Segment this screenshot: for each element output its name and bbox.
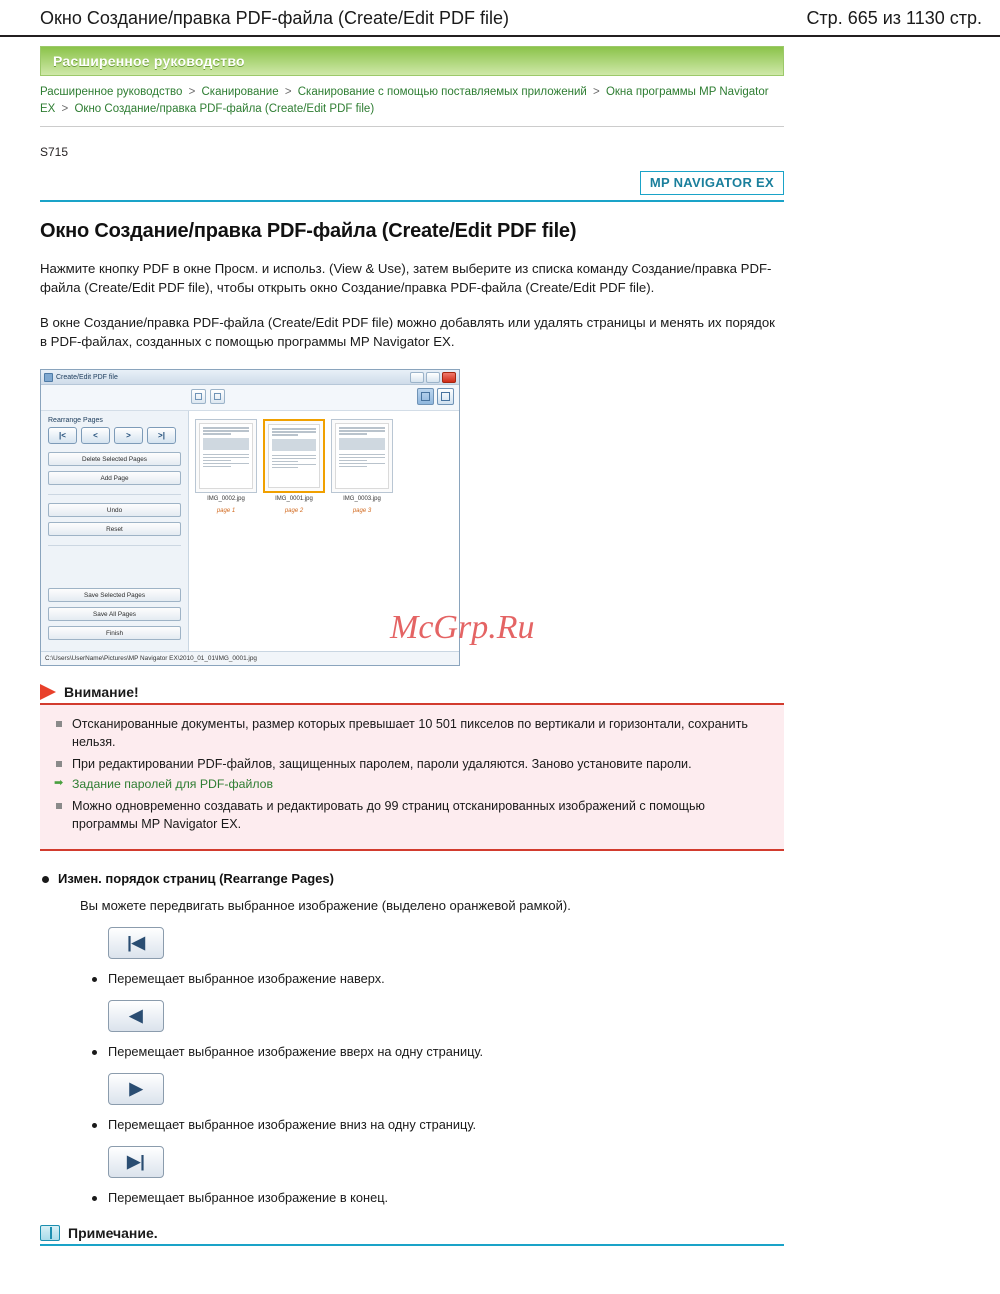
breadcrumb-item-0[interactable]: Расширенное руководство — [40, 86, 183, 98]
breadcrumb-separator: > — [284, 86, 292, 98]
thumbnail-item-selected[interactable] — [263, 419, 325, 514]
move-down-description: Перемещает выбранное изображение вниз на одну страницу. — [40, 1117, 784, 1132]
intro-paragraph-2: В окне Создание/правка PDF-файла (Create/Edit PDF file) можно добавлять или удалять страницы и менять их порядок в PDF-файлах, созданных с помощью программы MP Navigator EX. — [40, 315, 775, 349]
thumbnail-item[interactable] — [331, 419, 393, 514]
thumbnail-page-label: page 3 — [352, 508, 372, 514]
thumbnail-frame — [331, 419, 393, 493]
warning-heading-label: Внимание! — [64, 684, 139, 700]
thumbnail-frame — [195, 419, 257, 493]
document-content — [40, 46, 784, 1246]
breadcrumb-item-2[interactable]: Сканирование с помощью поставляемых приложений — [297, 86, 587, 98]
close-icon[interactable] — [442, 372, 456, 383]
move-up-button[interactable]: < — [81, 427, 110, 444]
warning-item: Можно одновременно создавать и редактировать до 99 страниц отсканированных изображений с помощью программы MP Navigator EX. — [54, 797, 770, 833]
delete-selected-pages-button[interactable]: Delete Selected Pages — [48, 452, 181, 466]
product-badge-row — [40, 171, 784, 195]
warning-item: При редактировании PDF-файлов, защищенных паролем, пароли удаляются. Заново установите пароли. — [54, 755, 770, 773]
header-doc-title: Окно Создание/правка PDF-файла (Create/Edit PDF file) — [40, 7, 510, 28]
rotate-right-icon[interactable] — [210, 389, 225, 404]
panel-spacer — [48, 554, 181, 588]
rearrange-panel — [41, 411, 189, 651]
move-down-button-demo[interactable]: ▶ — [108, 1073, 164, 1105]
window-statusbar: C:\Users\UserName\Pictures\MP Navigator EX\2010_01_01\IMG_0001.jpg — [41, 651, 459, 665]
guide-banner-label: Расширенное руководство — [53, 53, 245, 69]
thumbnail-filename: IMG_0003.jpg — [343, 496, 381, 502]
warning-item: Отсканированные документы, размер которых превышает 10 501 пикселов по вертикали и горизонтали, сохранить нельзя. — [54, 715, 770, 751]
thumbnail-frame — [263, 419, 325, 493]
page-preview — [268, 424, 320, 488]
minimize-icon[interactable] — [410, 372, 424, 383]
move-to-last-description: Перемещает выбранное изображение в конец. — [40, 1190, 784, 1205]
topic-code: S715 — [40, 145, 69, 159]
warning-triangle-icon — [40, 684, 56, 700]
thumbnail-item[interactable] — [195, 419, 257, 514]
rotate-left-icon[interactable] — [191, 389, 206, 404]
list-view-icon[interactable] — [437, 388, 454, 405]
window-title-label: Create/Edit PDF file — [56, 373, 118, 381]
move-up-button-demo[interactable]: ◀ — [108, 1000, 164, 1032]
note-heading — [40, 1225, 784, 1246]
app-icon — [44, 373, 53, 382]
page-preview — [199, 423, 253, 489]
breadcrumb-item-current: Окно Создание/правка PDF-файла (Create/Edit PDF file) — [74, 103, 375, 115]
thumbnail-page-label: page 1 — [216, 508, 236, 514]
warning-list — [54, 715, 770, 773]
guide-banner — [40, 46, 784, 76]
breadcrumb-item-3[interactable]: Окна программы MP Navigator EX — [40, 86, 769, 115]
thumbnail-list — [195, 419, 453, 514]
warning-heading — [40, 684, 784, 705]
badge-underline — [40, 200, 784, 202]
mp-navigator-badge: MP NAVIGATOR EX — [640, 171, 784, 195]
page-preview — [335, 423, 389, 489]
save-all-pages-button[interactable]: Save All Pages — [48, 607, 181, 621]
page-title: Окно Создание/правка PDF-файла (Create/Edit PDF file) — [40, 220, 577, 242]
maximize-icon[interactable] — [426, 372, 440, 383]
warning-box — [40, 705, 784, 851]
warning-list-continued — [54, 797, 770, 833]
window-titlebar — [41, 370, 459, 385]
reset-button[interactable]: Reset — [48, 522, 181, 536]
note-heading-label: Примечание. — [68, 1225, 158, 1241]
finish-button[interactable]: Finish — [48, 626, 181, 640]
warning-related-link[interactable]: ➡ Задание паролей для PDF-файлов — [54, 777, 770, 791]
note-book-icon — [40, 1225, 60, 1241]
thumbnail-filename: IMG_0002.jpg — [207, 496, 245, 502]
rearrange-section-heading: Измен. порядок страниц (Rearrange Pages) — [40, 871, 784, 886]
move-to-first-description: Перемещает выбранное изображение наверх. — [40, 971, 784, 986]
page-header — [0, 0, 1000, 36]
move-to-last-button-demo[interactable]: ▶| — [108, 1146, 164, 1178]
move-down-button[interactable]: > — [114, 427, 143, 444]
move-to-first-button-demo[interactable]: |◀ — [108, 927, 164, 959]
breadcrumb-item-1[interactable]: Сканирование — [201, 86, 279, 98]
rearrange-panel-label: Rearrange Pages — [48, 417, 103, 424]
intro-paragraph-1: Нажмите кнопку PDF в окне Просм. и использ. (View & Use), затем выберите из списка команду Создание/правка PDF-файла (Create/Edit PDF file), чтобы открыть окно Создание/правка PDF-файла (Create/Edit PDF file). — [40, 261, 772, 295]
move-to-first-button[interactable]: |< — [48, 427, 77, 444]
toolbar-view-group — [417, 388, 454, 405]
panel-divider — [48, 494, 181, 495]
panel-divider — [48, 545, 181, 546]
move-to-last-button[interactable]: >| — [147, 427, 176, 444]
breadcrumb — [40, 84, 784, 127]
breadcrumb-separator: > — [61, 103, 69, 115]
breadcrumb-separator: > — [593, 86, 600, 98]
screenshot-figure — [40, 369, 535, 666]
rearrange-section-description: Вы можете передвигать выбранное изображение (выделено оранжевой рамкой). — [80, 898, 571, 913]
thumbnail-view-icon[interactable] — [417, 388, 434, 405]
header-page-count: Стр. 665 из 1130 стр. — [806, 7, 982, 28]
rearrange-nav-buttons — [48, 427, 181, 444]
breadcrumb-separator: > — [188, 86, 196, 98]
toolbar-left-group — [191, 389, 225, 404]
add-page-button[interactable]: Add Page — [48, 471, 181, 485]
save-selected-pages-button[interactable]: Save Selected Pages — [48, 588, 181, 602]
undo-button[interactable]: Undo — [48, 503, 181, 517]
window-controls — [410, 372, 456, 383]
thumbnail-page-label: page 2 — [284, 508, 304, 514]
watermark: McGrp.Ru — [390, 609, 535, 646]
thumbnail-filename: IMG_0001.jpg — [275, 496, 313, 502]
window-toolbar — [41, 385, 459, 411]
header-divider — [0, 35, 1000, 37]
move-up-description: Перемещает выбранное изображение вверх на одну страницу. — [40, 1044, 784, 1059]
